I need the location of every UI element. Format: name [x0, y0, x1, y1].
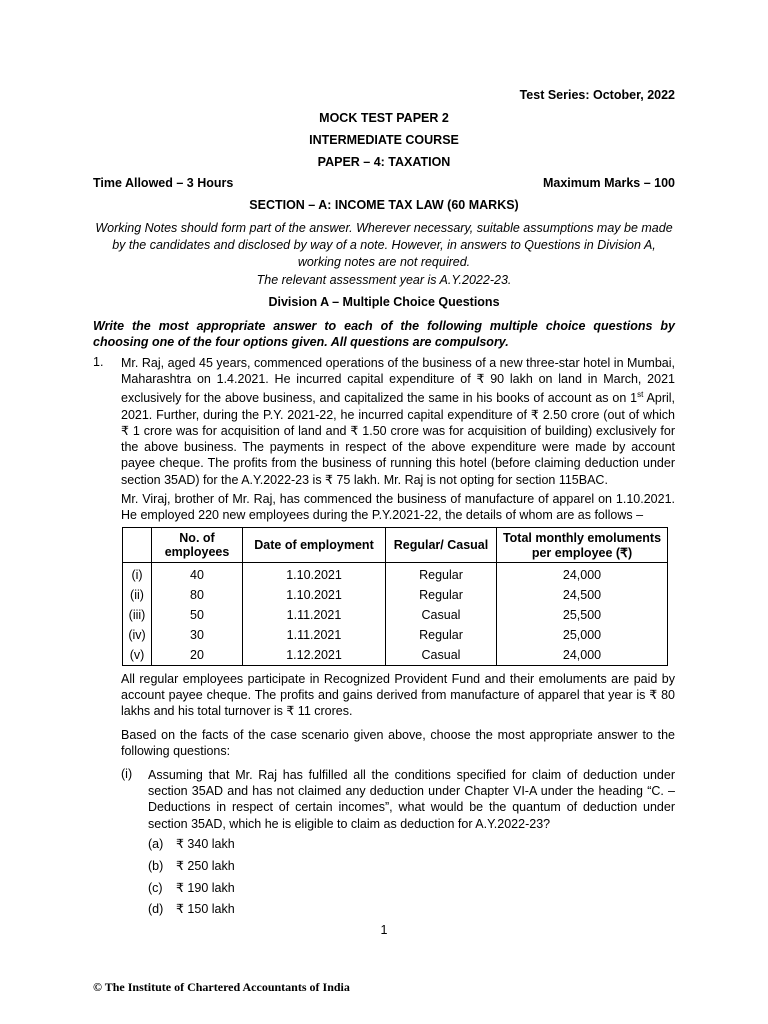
page-number: 1 — [380, 923, 388, 937]
case-paragraph-4: Based on the facts of the case scenario given above, choose the most appropriate answer to the following questions: — [121, 728, 675, 759]
table-cell: 40 — [152, 563, 243, 586]
table-cell: (iv) — [123, 625, 152, 645]
table-cell: 25,000 — [497, 625, 668, 645]
table-row — [123, 625, 668, 645]
table-cell: Casual — [386, 645, 497, 666]
option-label: (a) — [148, 837, 164, 851]
case-paragraph-1: Mr. Raj, aged 45 years, commenced operations of the business of a new three-star hotel in Mumbai, Maharashtra on 1.4.2021. He incurred capital expenditure of ₹ 90 lakh on land in March, 2021 exclusively for the above business, and capitalized the same in his books of account as on 1st April, 2021. Further, during the P.Y. 2021-22, he incurred capital expenditure of ₹ 2.50 crore (out of which ₹ 1 crore was for acquisition of land and ₹ 1.50 crore was for acquisition of building) exclusively for the above business. The payments in respect of the above expenditure were made by account payee cheque. The profits from the business of running this hotel (before claiming deduction under section 35AD) for the A.Y.2022-23 is ₹ 75 lakh. Mr. Raj is not opting for section 115BAC. — [121, 356, 676, 487]
assessment-year-note: The relevant assessment year is A.Y.2022-23. — [256, 273, 512, 287]
table-cell: 1.11.2021 — [243, 605, 386, 625]
table-header — [123, 528, 152, 563]
table-cell: Regular — [386, 563, 497, 586]
option-c — [148, 880, 235, 895]
table-row — [123, 645, 668, 666]
table-header: Date of employment — [243, 528, 386, 563]
table-cell: (ii) — [123, 585, 152, 605]
paper-subject: PAPER – 4: TAXATION — [317, 155, 451, 169]
table-row — [123, 585, 668, 605]
table-cell: 24,000 — [497, 563, 668, 586]
option-d — [148, 901, 235, 916]
time-allowed: Time Allowed – 3 Hours — [93, 176, 234, 190]
employees-table — [122, 527, 668, 666]
table-cell: 24,500 — [497, 585, 668, 605]
option-label: (d) — [148, 902, 164, 916]
table-cell: 1.10.2021 — [243, 563, 386, 586]
table-cell: Regular — [386, 625, 497, 645]
option-label: (b) — [148, 859, 164, 873]
table-cell: (iii) — [123, 605, 152, 625]
table-cell: 1.10.2021 — [243, 585, 386, 605]
case-paragraph-3: All regular employees participate in Recognized Provident Fund and their emoluments are paid by account payee cheque. The profits and gains derived from manufacture of apparel that year is ₹ 80 lakhs and his total turnover is ₹ 11 crores. — [121, 672, 675, 719]
sub-question-text: Assuming that Mr. Raj has fulfilled all the conditions specified for claim of deduction under section 35AD and has not claimed any deduction under Chapter VI-A under the heading “C. – Deductions in respect of certain incomes”, what would be the quantum of deduction under section 35AD, which he is eligible to claim as deduction for A.Y.2022-23? — [148, 768, 675, 831]
table-header: No. of employees — [152, 528, 243, 563]
option-text: ₹ 340 lakh — [176, 837, 235, 851]
option-a — [148, 836, 235, 851]
table-cell: 80 — [152, 585, 243, 605]
test-series: Test Series: October, 2022 — [519, 88, 675, 102]
table-cell: 20 — [152, 645, 243, 666]
paper-title: MOCK TEST PAPER 2 — [319, 111, 449, 125]
instructions: Write the most appropriate answer to each of the following multiple choice questions by choosing one of the four options given. All questions are compulsory. — [93, 319, 675, 349]
table-cell: (i) — [123, 563, 152, 586]
working-notes: Working Notes should form part of the answer. Wherever necessary, suitable assumptions may be made by the candidates and disclosed by way of a note. However, in answers to Questions in Division A, working notes are not required. — [95, 221, 673, 269]
table-cell: 1.12.2021 — [243, 645, 386, 666]
table-header-row — [123, 528, 668, 563]
copyright-footer: © The Institute of Chartered Accountants of India — [93, 980, 350, 994]
question-number: 1. — [93, 355, 104, 369]
option-text: ₹ 250 lakh — [176, 859, 235, 873]
option-label: (c) — [148, 881, 163, 895]
table-header: Total monthly emoluments per employee (₹) — [497, 528, 668, 563]
option-text: ₹ 150 lakh — [176, 902, 235, 916]
case-paragraph-2: Mr. Viraj, brother of Mr. Raj, has commenced the business of manufacture of apparel on 1.10.2021. He employed 220 new employees during the P.Y.2021-22, the details of whom are as follows – — [121, 492, 675, 523]
table-cell: 50 — [152, 605, 243, 625]
option-text: ₹ 190 lakh — [176, 881, 235, 895]
sub-question-number: (i) — [121, 767, 133, 781]
table-cell: 24,000 — [497, 645, 668, 666]
table-row — [123, 605, 668, 625]
time-marks-row — [93, 176, 675, 190]
table-cell: 30 — [152, 625, 243, 645]
table-row — [123, 563, 668, 586]
option-b — [148, 858, 235, 873]
section-heading: SECTION – A: INCOME TAX LAW (60 MARKS) — [249, 198, 519, 212]
table-cell: 1.11.2021 — [243, 625, 386, 645]
table-header: Regular/ Casual — [386, 528, 497, 563]
table-cell: 25,500 — [497, 605, 668, 625]
table-cell: (v) — [123, 645, 152, 666]
division-heading: Division A – Multiple Choice Questions — [268, 295, 500, 309]
table-cell: Casual — [386, 605, 497, 625]
maximum-marks: Maximum Marks – 100 — [542, 176, 675, 190]
course-title: INTERMEDIATE COURSE — [309, 133, 459, 147]
table-cell: Regular — [386, 585, 497, 605]
